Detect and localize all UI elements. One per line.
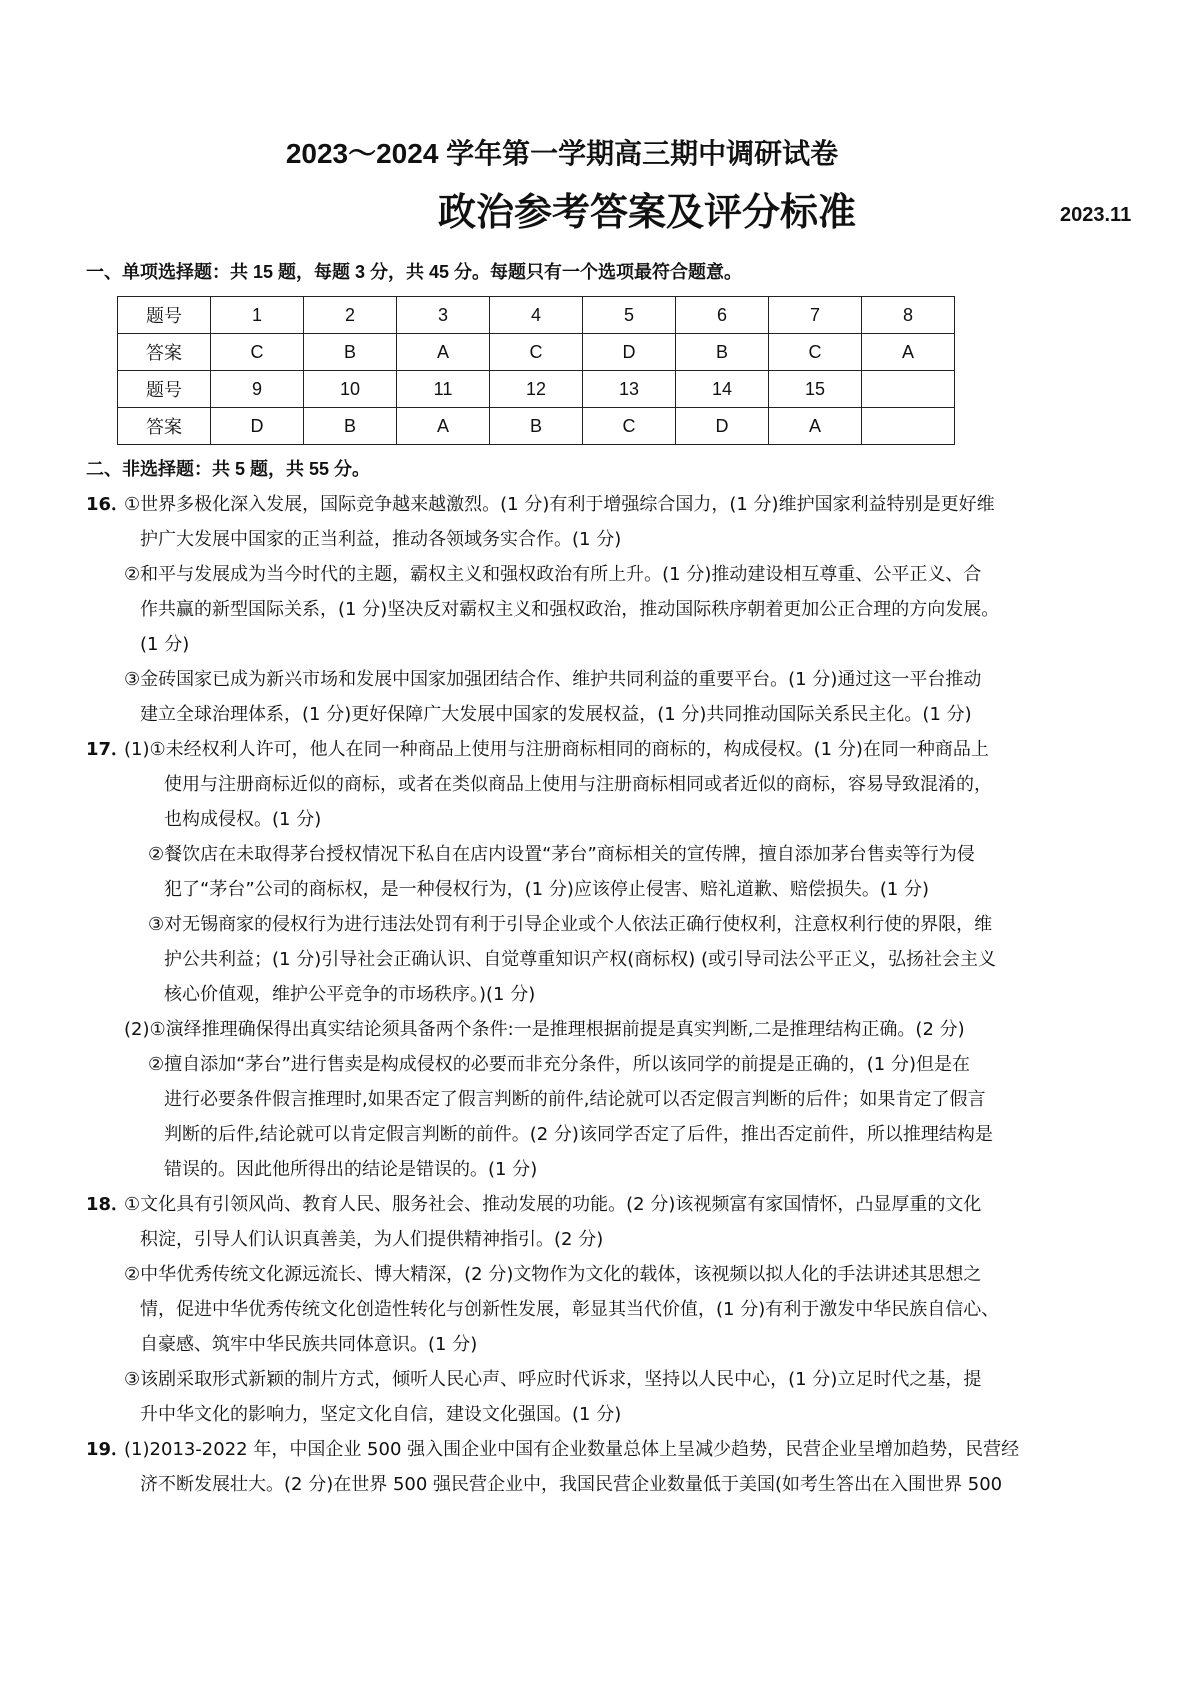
answer-line: (2)①演绎推理确保得出真实结论须具备两个条件:一是推理根据前提是真实判断,二是推理结构正确。(2 分) (124, 1019, 965, 1040)
answer-cell: A (397, 408, 490, 445)
section1-heading: 一、单项选择题：共 15 题，每题 3 分，共 45 分。每题只有一个选项最符合题意。 (86, 262, 743, 282)
answer-cell: D (676, 408, 769, 445)
answer-line: 也构成侵权。(1 分) (164, 809, 322, 830)
answer-line: ③该剧采取形式新颖的制片方式，倾听人民心声、呼应时代诉求，坚持以人民中心，(1 分)立足时代之基，提 (124, 1369, 982, 1390)
answer-cell: B (676, 334, 769, 371)
question-number-cell: 1 (211, 297, 304, 334)
question-number-cell: 12 (490, 371, 583, 408)
answer-line: ②餐饮店在未取得茅台授权情况下私自在店内设置“茅台”商标相关的宣传牌，擅自添加茅台售卖等行为侵 (148, 844, 975, 865)
question-number-cell: 6 (676, 297, 769, 334)
question-number-16: 16． (86, 494, 130, 515)
answer-row-line (0, 1012, 1200, 1047)
answer-cell: B (490, 408, 583, 445)
question-number-cell: 11 (397, 371, 490, 408)
answer-line: 作共赢的新型国际关系，(1 分)坚决反对霸权主义和强权政治，推动国际秩序朝着更加公正合理的方向发展。 (140, 599, 1000, 620)
answer-cell: C (583, 408, 676, 445)
answer-row-line (0, 557, 1200, 592)
section2-heading: 二、非选择题：共 5 题，共 55 分。 (86, 459, 371, 479)
answer-line: 进行必要条件假言推理时,如果否定了假言判断的前件,结论就可以否定假言判断的后件；如果肯定了假言 (164, 1089, 986, 1110)
answer-line: 济不断发展壮大。(2 分)在世界 500 强民营企业中，我国民营企业数量低于美国(如考生答出在入围世界 500 (140, 1474, 1003, 1495)
answer-row-line (0, 767, 1200, 802)
question-number-cell: 3 (397, 297, 490, 334)
answer-row-line (0, 1397, 1200, 1432)
answer-row-line (0, 732, 1200, 767)
answer-row-line (0, 942, 1200, 977)
question-number-cell: 15 (769, 371, 862, 408)
answer-cell: D (583, 334, 676, 371)
answer-row-line (0, 697, 1200, 732)
question-number-cell: 9 (211, 371, 304, 408)
question-number-cell: 8 (862, 297, 955, 334)
answer-row (118, 408, 955, 445)
answer-row-line (0, 1292, 1200, 1327)
answer-row-line (0, 1047, 1200, 1082)
title-row (0, 180, 1200, 246)
answer-line: ②擅自添加“茅台”进行售卖是构成侵权的必要而非充分条件，所以该同学的前提是正确的，(1 分)但是在 (148, 1054, 971, 1075)
answer-line: 自豪感、筑牢中华民族共同体意识。(1 分) (140, 1334, 478, 1355)
answer-row-line (0, 1432, 1200, 1467)
question-18 (0, 1187, 1200, 1432)
answer-cell: C (211, 334, 304, 371)
answer-row (118, 334, 955, 371)
answer-cell: C (769, 334, 862, 371)
question-list (0, 487, 1200, 1502)
answer-line: (1)2013-2022 年，中国企业 500 强入围企业中国有企业数量总体上呈减少趋势，民营企业呈增加趋势，民营经 (124, 1439, 1020, 1460)
answer-line: 建立全球治理体系，(1 分)更好保障广大发展中国家的发展权益，(1 分)共同推动国际关系民主化。(1 分) (140, 704, 972, 725)
answer-line: ①文化具有引领风尚、教育人民、服务社会、推动发展的功能。(2 分)该视频富有家国情怀，凸显厚重的文化 (124, 1194, 982, 1215)
row-label: 题号 (118, 297, 211, 334)
answer-line: ②中华优秀传统文化源远流长、博大精深，(2 分)文物作为文化的载体，该视频以拟人化的手法讲述其思想之 (124, 1264, 982, 1285)
answer-row-line (0, 1327, 1200, 1362)
answer-line: 护广大发展中国家的正当利益，推动各领域务实合作。(1 分) (140, 529, 622, 550)
answer-row-line (0, 1187, 1200, 1222)
answer-row-line (0, 1467, 1200, 1502)
row-label: 题号 (118, 371, 211, 408)
answer-line: 护公共利益；(1 分)引导社会正确认识、自觉尊重知识产权(商标权) (或引导司法公平正义，弘扬社会主义 (164, 949, 997, 970)
answer-row-line (0, 1082, 1200, 1117)
question-number-cell: 2 (304, 297, 397, 334)
answer-line: 错误的。因此他所得出的结论是错误的。(1 分) (164, 1159, 538, 1180)
answer-cell: A (769, 408, 862, 445)
answer-row-line (0, 487, 1200, 522)
answer-row-line (0, 1117, 1200, 1152)
answer-line: 犯了“茅台”公司的商标权，是一种侵权行为，(1 分)应该停止侵害、赔礼道歉、赔偿损失。(1 分) (164, 879, 930, 900)
question-number-row (118, 297, 955, 334)
answer-cell: B (304, 408, 397, 445)
answer-line: 判断的后件,结论就可以肯定假言判断的前件。(2 分)该同学否定了后件，推出否定前件，所以推理结构是 (164, 1124, 993, 1145)
question-number-19: 19． (86, 1439, 130, 1460)
answer-row-line (0, 907, 1200, 942)
answer-row-line (0, 1257, 1200, 1292)
answer-row-line (0, 592, 1200, 627)
answer-row-line (0, 802, 1200, 837)
row-label: 答案 (118, 408, 211, 445)
answer-row-line (0, 1362, 1200, 1397)
answer-line: ①世界多极化深入发展，国际竞争越来越激烈。(1 分)有利于增强综合国力，(1 分)维护国家利益特别是更好维 (124, 494, 995, 515)
answer-table-body (118, 297, 955, 445)
question-16 (0, 487, 1200, 732)
answer-line: ③金砖国家已成为新兴市场和发展中国家加强团结合作、维护共同利益的重要平台。(1 分)通过这一平台推动 (124, 669, 982, 690)
answer-row-line (0, 522, 1200, 557)
answer-row-line (0, 627, 1200, 662)
answer-row-line (0, 977, 1200, 1012)
answer-line: (1 分) (140, 634, 190, 655)
answer-row-line (0, 662, 1200, 697)
exam-title: 2023～2024 学年第一学期高三期中调研试卷 (285, 138, 839, 169)
answer-cell: A (397, 334, 490, 371)
answer-line: 升中华文化的影响力，坚定文化自信，建设文化强国。(1 分) (140, 1404, 622, 1425)
answer-cell: B (304, 334, 397, 371)
question-number-cell: 4 (490, 297, 583, 334)
document-date: 2023.11 (1060, 204, 1132, 226)
answer-line: ②和平与发展成为当今时代的主题，霸权主义和强权政治有所上升。(1 分)推动建设相互尊重、公平正义、合 (124, 564, 982, 585)
answer-line: 情，促进中华优秀传统文化创造性转化与创新性发展，彰显其当代价值，(1 分)有利于激发中华民族自信心、 (140, 1299, 1000, 1320)
question-number-cell: 5 (583, 297, 676, 334)
answer-line: 使用与注册商标近似的商标，或者在类似商品上使用与注册商标相同或者近似的商标，容易导致混淆的， (164, 774, 992, 795)
answer-row-line (0, 1152, 1200, 1187)
answer-cell: C (490, 334, 583, 371)
answer-row-line (0, 1222, 1200, 1257)
question-number-row (118, 371, 955, 408)
answer-table (117, 296, 955, 445)
question-number-cell: 13 (583, 371, 676, 408)
answer-cell: D (211, 408, 304, 445)
answer-cell (862, 408, 955, 445)
answer-line: ③对无锡商家的侵权行为进行违法处罚有利于引导企业或个人依法正确行使权利，注意权利行使的界限，维 (148, 914, 993, 935)
question-number-17: 17． (86, 739, 130, 760)
answer-line: 核心价值观，维护公平竞争的市场秩序。)(1 分) (164, 984, 536, 1005)
document-title: 政治参考答案及评分标准 (438, 190, 857, 234)
answer-row-line (0, 837, 1200, 872)
question-17 (0, 732, 1200, 1187)
answer-line: 积淀，引导人们认识真善美，为人们提供精神指引。(2 分) (140, 1229, 604, 1250)
question-number-cell: 10 (304, 371, 397, 408)
question-number-cell: 14 (676, 371, 769, 408)
answer-line: (1)①未经权利人许可，他人在同一种商品上使用与注册商标相同的商标的，构成侵权。(1 分)在同一种商品上 (124, 739, 989, 760)
answer-row-line (0, 872, 1200, 907)
question-number-cell: 7 (769, 297, 862, 334)
row-label: 答案 (118, 334, 211, 371)
question-19 (0, 1432, 1200, 1502)
answer-cell: A (862, 334, 955, 371)
question-number-cell (862, 371, 955, 408)
question-number-18: 18． (86, 1194, 130, 1215)
